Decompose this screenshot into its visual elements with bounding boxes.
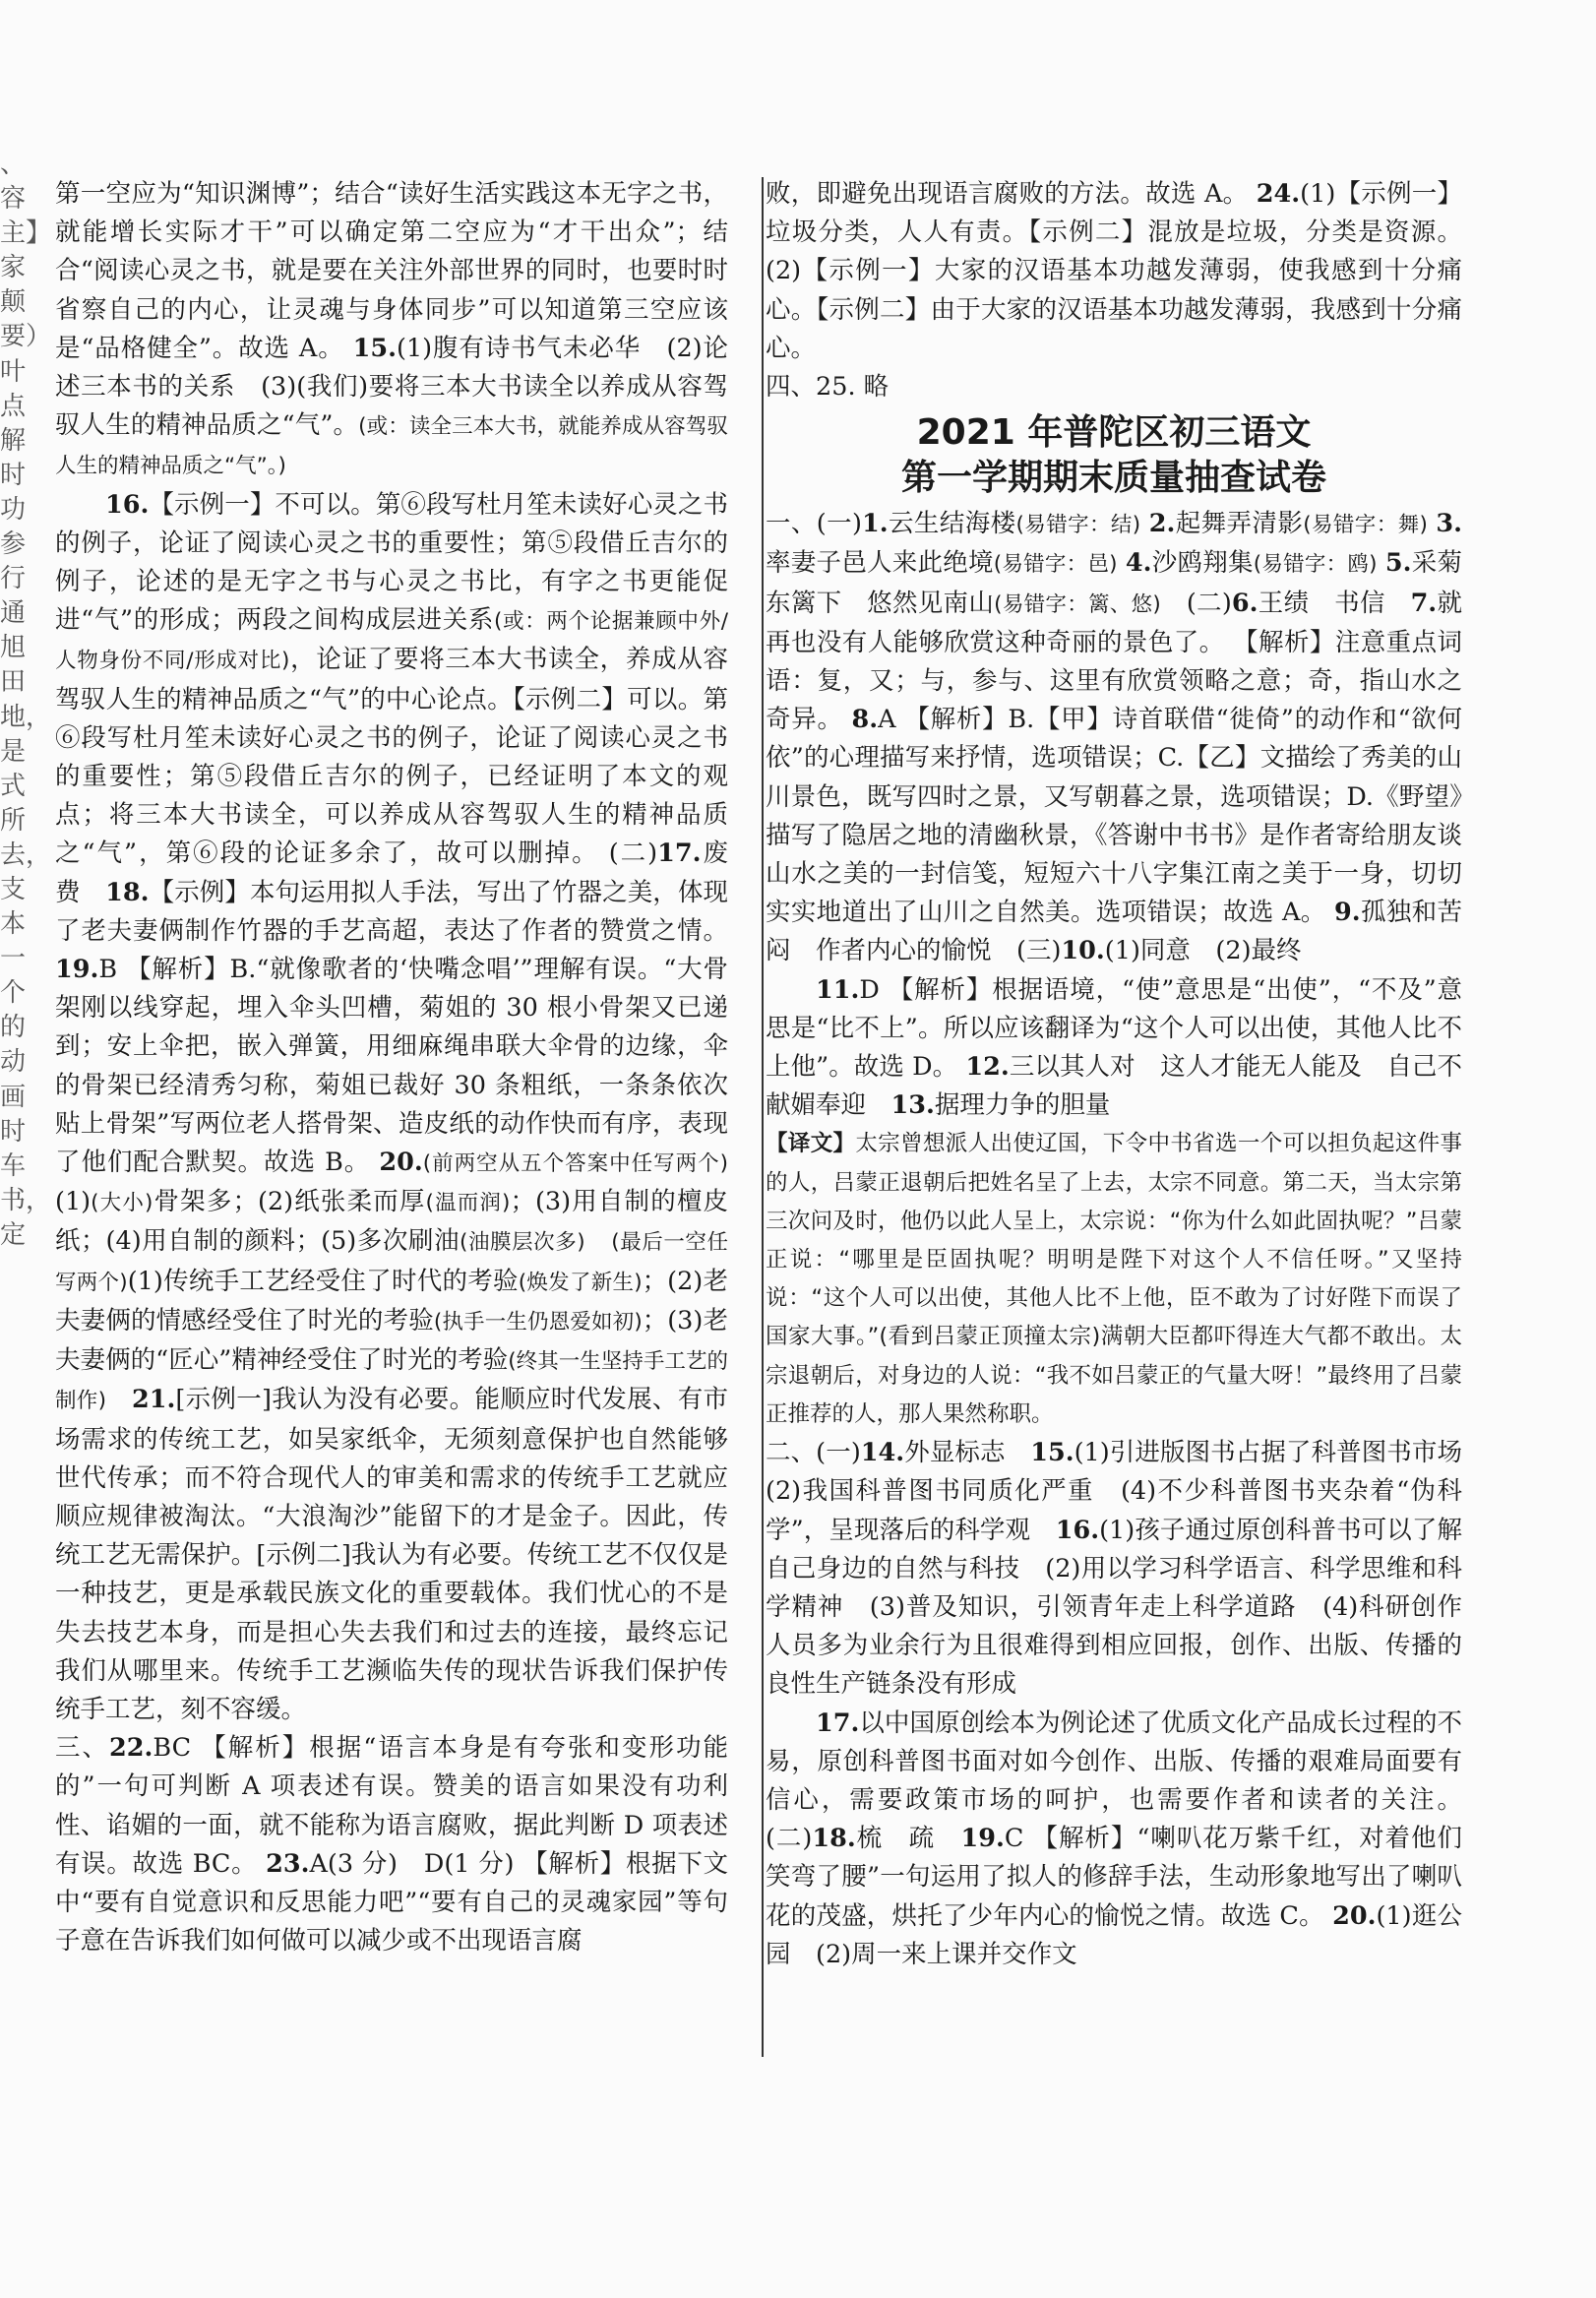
left-edge-cropped-text: 、容主】家颠要）叶点解时功参行通旭田地，是式所去，支本一个的动画时车书，定 [0,150,52,1250]
exam-title-line2: 第一学期期末质量抽查试卷 [900,458,1326,499]
right-column-paragraph: 【译文】太宗曾想派人出使辽国，下令中书省选一个可以担负起这件事的人，吕蒙正退朝后把姓名呈了上去，太宗不同意。第二天，当太宗第三次问及时，他仍以此人呈上，太宗说：“你为什么如此固执呢？”吕蒙正说：“哪里是臣固执呢？明明是陛下对这个人不信任呀。”又坚持说：“这个人可以出使，其他人比不上他，臣不敢为了讨好陛下而误了国家大事。”(看到吕蒙正顶撞太宗)满朝大臣都吓得连大气都不敢出。太宗退朝后，对身边的人说：“我不如吕蒙正的气量大呀！”最终用了吕蒙正推荐的人，那人果然称职。 [766,1131,1462,1427]
right-column [766,175,1488,1974]
left-column-paragraph: 三、22.BC 【解析】根据“语言本身是有夸张和变形功能的”一句可判断 A 项表述有误。赞美的语言如果没有功利性、谄媚的一面，就不能称为语言腐败，据此判断 D 项表述有误。故选 BC。 23.A(3 分) D(1 分) 【解析】根据下文中“要有自觉意识和反思能力吧”“要有自己的灵魂家园”等句子意在告诉我们如何做可以减少或不出现语言腐 [55,1733,729,1956]
right-column-top-paragraph: 败，即避免出现语言腐败的方法。故选 A。 24.(1)【示例一】垃圾分类，人人有责。【示例二】混放是垃圾，分类是资源。 (2)【示例一】大家的汉语基本功越发薄弱，使我感到十分痛心。【示例二】由于大家的汉语基本功越发薄弱，我感到十分痛心。 [766,179,1462,363]
column-divider [762,177,764,2057]
left-column-paragraph: 第一空应为“知识渊博”；结合“读好生活实践这本无字之书，就能增长实际才干”可以确定第二空应为“才干出众”；结合“阅读心灵之书，就是要在关注外部世界的同时，也要时时省察自己的内心，让灵魂与身体同步”可以知道第三空应该是“品格健全”。故选 A。 15.(1)腹有诗书气未必华 (2)论述三本书的关系 (3)(我们)要将三本大书读全以养成从容驾驭人生的精神品质之“气”。(或：读全三本大书，就能养成从容驾驭人生的精神品质之“气”。) [55,179,729,479]
right-column-body [766,505,1488,1974]
right-column-paragraph: 17.以中国原创绘本为例论述了优质文化产品成长过程的不易，原创科普图书面对如今创作、出版、传播的艰难局面要有信心，需要政策市场的呵护，也需要作者和读者的关注。 (二)18.梳 疏 19.C 【解析】“喇叭花万紫千红，对着他们笑弯了腰”一句运用了拟人的修辞手法，生动形象地写出了喇叭花的茂盛，烘托了少年内心的愉悦之情。故选 C。 20.(1)逛公园 (2)周一来上课并交作文 [766,1708,1462,1969]
section-four: 四、25. 略 [766,372,890,403]
right-column-paragraph: 11.D 【解析】根据语境，“使”意思是“出使”，“不及”意思是“比不上”。所以应该翻译为“这个人可以出使，其他人比不上他”。故选 D。 12.三以其人对 这人才能无人能及 自己不献媚奉迎 13.据理力争的胆量 [766,974,1462,1121]
exam-title-line1: 2021 年普陀区初三语文 [916,412,1312,454]
left-column [55,175,754,1960]
left-column-paragraph: 16.【示例一】不可以。第⑥段写杜月笙未读好心灵之书的例子，论证了阅读心灵之书的重要性；第⑤段借丘吉尔的例子，论述的是无字之书与心灵之书比，有字之书更能促进“气”的形成；两段之间构成层进关系(或：两个论据兼顾中外/人物身份不同/形成对比)，论证了要将三本大书读全，养成从容驾驭人生的精神品质之“气”的中心论点。【示例二】可以。第⑥段写杜月笙未读好心灵之书的例子，论证了阅读心灵之书的重要性；第⑤段借丘吉尔的例子，已经证明了本文的观点；将三本大书读全，可以养成从容驾驭人生的精神品质之“气”，第⑥段的论证多余了，故可以删掉。 (二)17.废 费 18.【示例】本句运用拟人手法，写出了竹器之美，体现了老夫妻俩制作竹器的手艺高超，表达了作者的赞赏之情。 19.B 【解析】B.“就像歌者的‘快嘴念唱’”理解有误。“大骨架刚以线穿起，埋入伞头凹槽，菊姐的 30 根小骨架又已递到；安上伞把，嵌入弹簧，用细麻绳串联大伞骨的边缘，伞的骨架已经清秀匀称，菊姐已裁好 30 条粗纸，一条条依次贴上骨架”写两位老人搭骨架、造皮纸的动作快而有序，表现了他们配合默契。故选 B。 20.(前两空从五个答案中任写两个)(1)(大小)骨架多；(2)纸张柔而厚(温而润)；(3)用自制的檀皮纸；(4)用自制的颜料；(5)多次刷油(油膜层次多) (最后一空任写两个)(1)传统手工艺经受住了时代的考验(焕发了新生)；(2)老夫妻俩的情感经受住了时光的考验(执手一生仍恩爱如初)；(3)老夫妻俩的“匠心”精神经受住了时光的考验(终其一生坚持手工艺的制作) 21.[示例一]我认为没有必要。能顺应时代发展、有市场需求的传统工艺，如吴家纸伞，无须刻意保护也自然能够世代传承；而不符合现代人的审美和需求的传统手工艺就应顺应规律被淘汰。“大浪淘沙”能留下的才是金子。因此，传统工艺无需保护。[示例二]我认为有必要。传统工艺不仅仅是一种技艺，更是承载民族文化的重要载体。我们忧心的不是失去技艺本身，而是担心失去我们和过去的连接，最终忘记我们从哪里来。传统手工艺濒临失传的现状告诉我们保护传统手工艺，刻不容缓。 [55,489,754,1724]
exam-title [766,410,1462,501]
right-column-paragraph: 一、(一)1.云生结海楼(易错字：结) 2.起舞弄清影(易错字：舞) 3.率妻子邑人来此绝境(易错字：邑) 4.沙鸥翔集(易错字：鸥) 5.采菊东篱下 悠然见南山(易错字：篱、悠) (二)6.王绩 书信 7.就再也没有人能够欣赏这种奇丽的景色了。 【解析】注意重点词语：复，又；与，参与、这里有欣赏领略之意；奇，指山水之奇异。 8.A 【解析】B.【甲】诗首联借“徙倚”的动作和“欲何依”的心理描写来抒情，选项错误；C.【乙】文描绘了秀美的山川景色，既写四时之景，又写朝暮之景，选项错误；D.《野望》描写了隐居之地的清幽秋景，《答谢中书书》是作者寄给朋友谈山水之美的一封信笺，短短六十八字集江南之美于一身，切切实实地道出了山川之自然美。选项错误；故选 A。 9.孤独和苦闷 作者内心的愉悦 (三)10.(1)同意 (2)最终 [766,509,1463,966]
right-column-paragraph: 二、(一)14.外显标志 15.(1)引进版图书占据了科普图书市场 (2)我国科普图书同质化严重 (4)不少科普图书夹杂着“伪科学”，呈现落后的科学观 16.(1)孩子通过原创科普书可以了解自己身边的自然与科技 (2)用以学习科学语言、科学思维和科学精神 (3)普及知识，引领青年走上科学道路 (4)科研创作人员多为业余行为且很难得到相应回报，创作、出版、传播的良性生产链条没有形成 [766,1438,1488,1700]
